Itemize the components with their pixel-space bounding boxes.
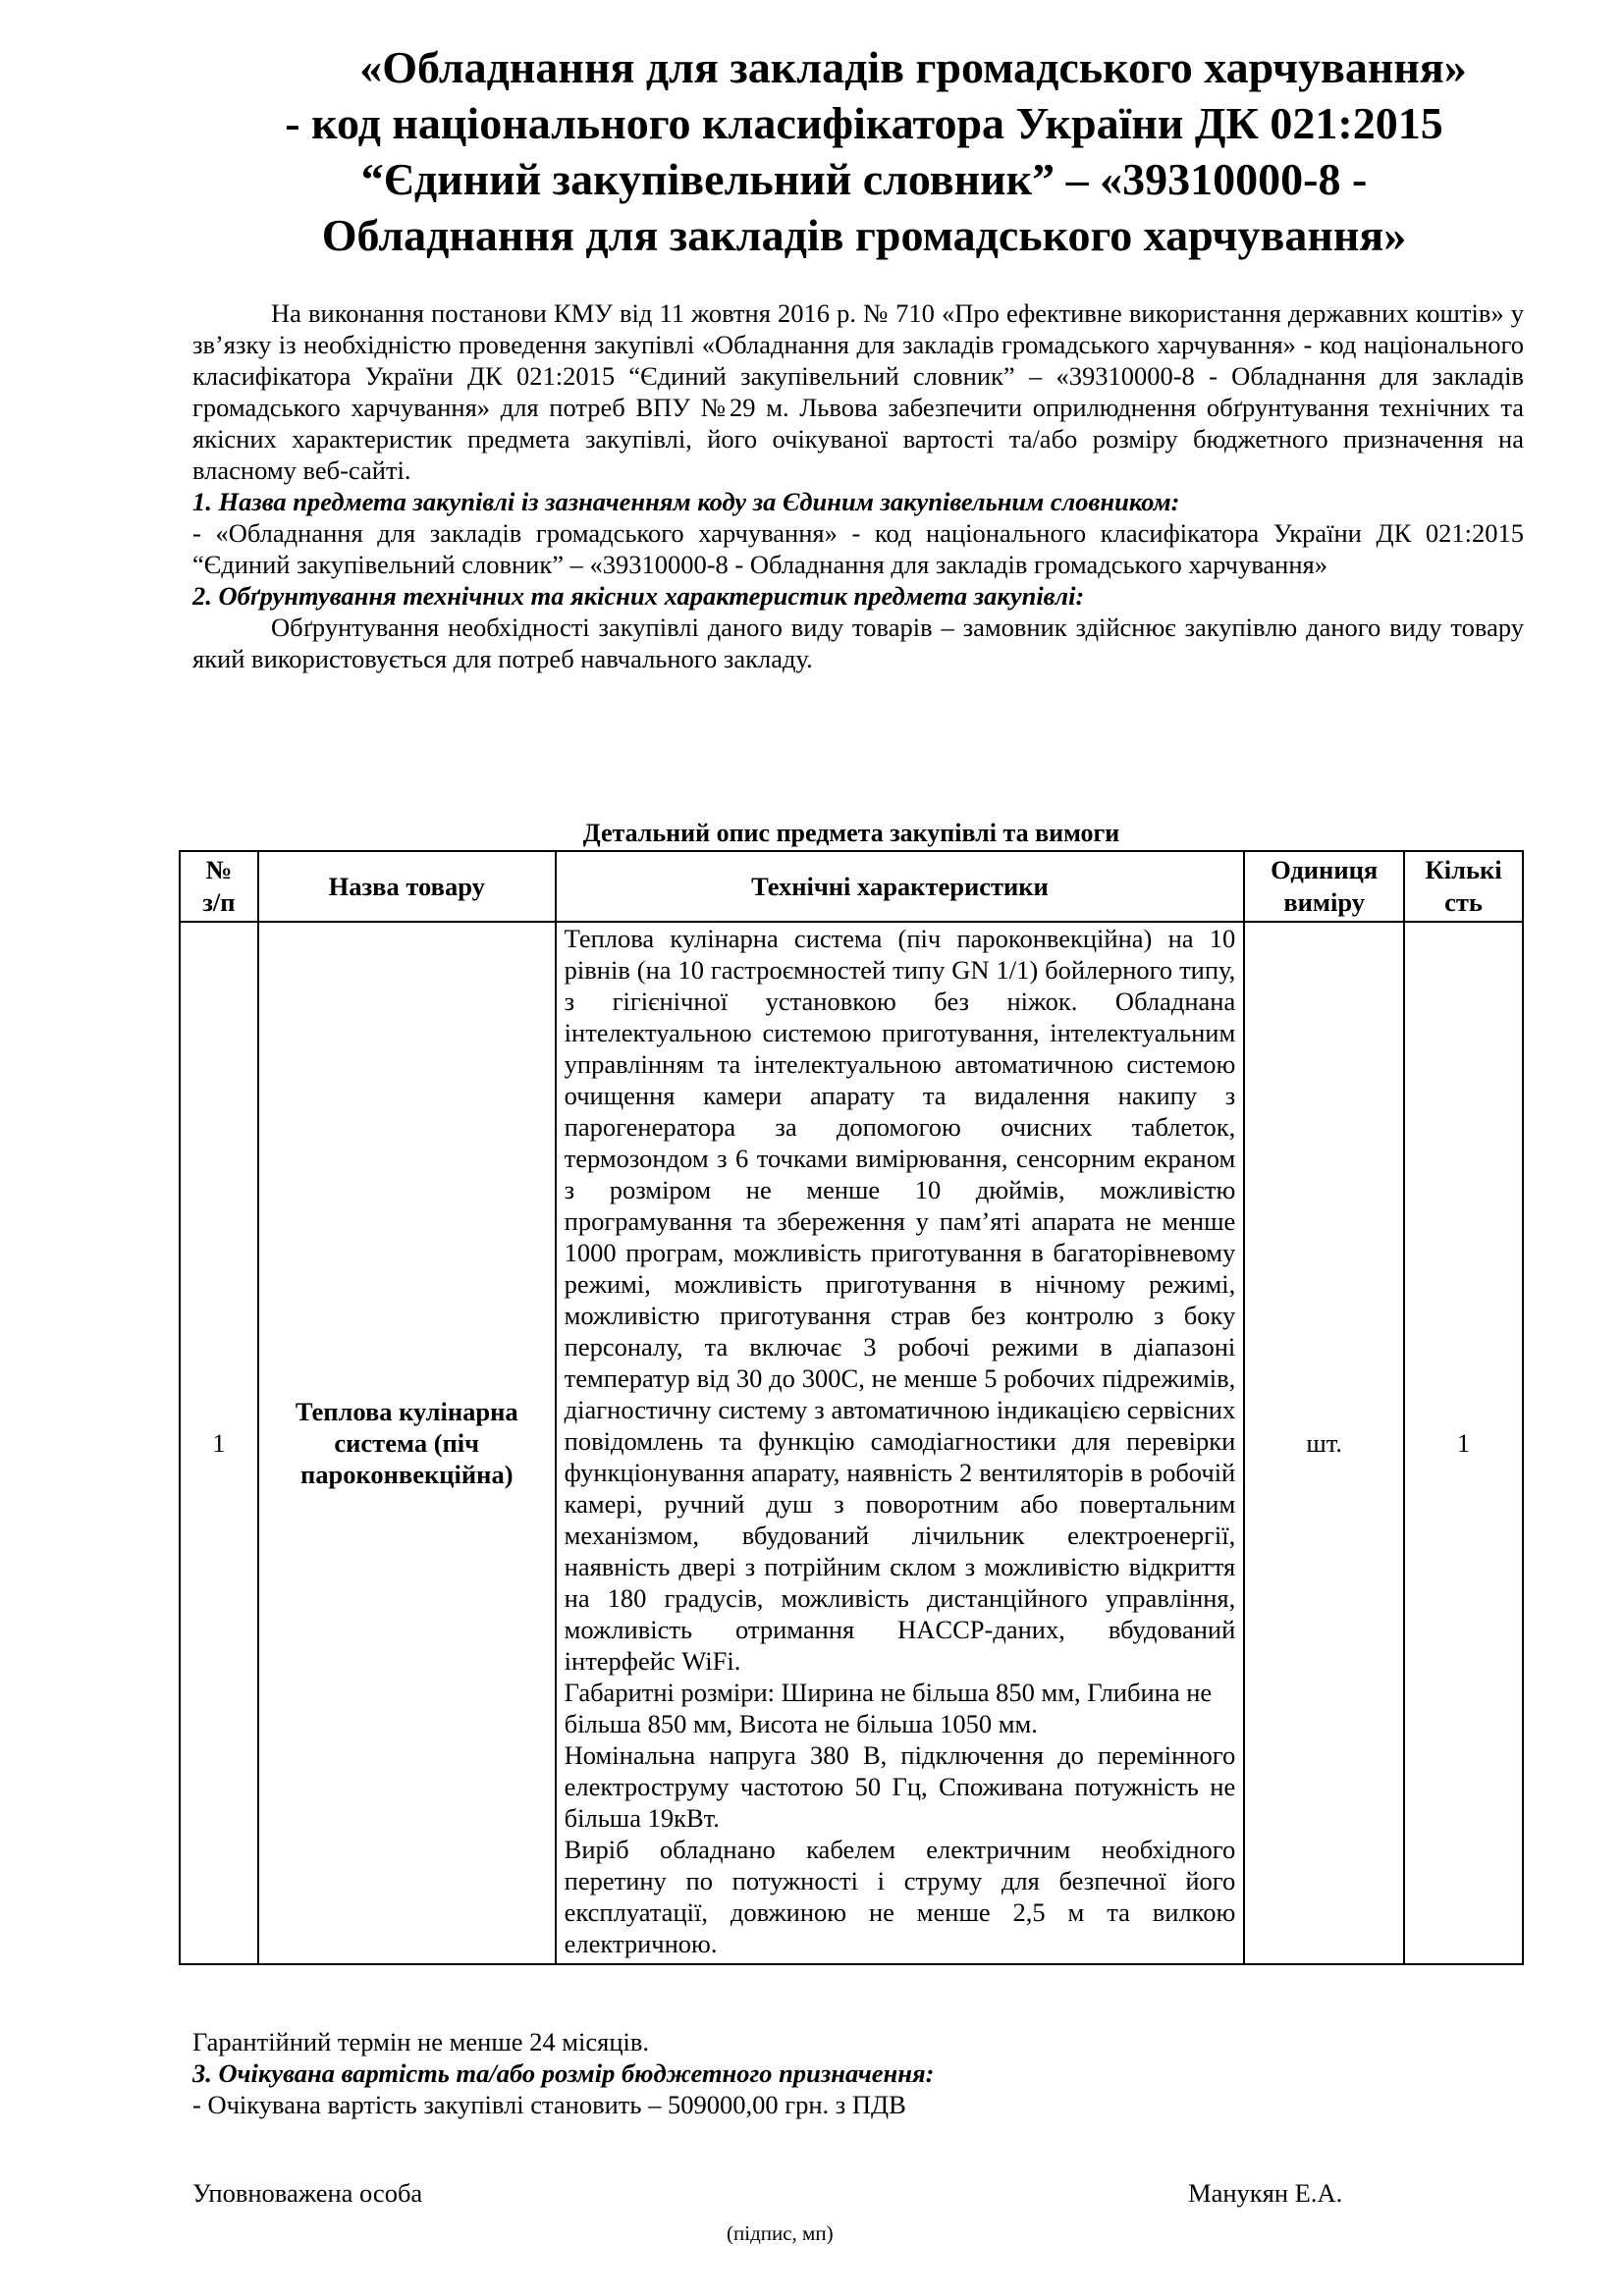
title-line-4: Обладнання для закладів громадського харчування»	[321, 210, 1407, 260]
spec-table	[179, 850, 1524, 1965]
header-num: № з/п	[180, 851, 258, 922]
spec-description: Теплова кулінарна система (піч пароконвекційна) на 10 рівнів (на 10 гастроємностей типу GN 1/1) бойлерного типу, з гігієнічної установкою без ніжок. Обладнана інтелектуальною системою приготування, інтелектуальним управлінням та інтелектуальною автоматичною системою очищення камери апарату та видалення накипу з парогенератора за допомогою очисних таблеток, термозондом з 6 точками вимірювання, сенсорним екраном з розміром не менше 10 дюймів, можливістю програмування та збереження у пам’яті апарата не менше 1000 програм, можливість приготування в багаторівневому режимі, можливість приготування в нічному режимі, можливістю приготування страв без контролю з боку персоналу, та включає 3 робочі режими в діапазоні температур від 30 до 300С, не менше 5 робочих підрежимів, діагностичну систему з автоматичною індикацією сервісних повідомлень та функцію самодіагностики для перевірки функціонування апарату, наявність 2 вентиляторів в робочій камері, ручний душ з поворотним або повертальним механізмом, вбудований лічильник електроенергії, наявність двері з потрійним склом з можливістю відкриття на 180 градусів, можливість дистанційного управління, можливість отримання HACCP-даних, вбудований інтерфейс WiFi.	[564, 924, 1236, 1676]
spec-dimensions: Габаритні розміри: Ширина не більша 850 мм, Глибина не більша 850 мм, Висота не більша 1050 мм.	[564, 1678, 1213, 1738]
header-name: Назва товару	[258, 851, 556, 922]
section-2-heading: 2. Обґрунтування технічних та якісних характеристик предмета закупівлі:	[192, 581, 1085, 611]
title-line-3: “Єдиний закупівельний словник” – «39310000-8 -	[360, 154, 1368, 204]
warranty-text: Гарантійний термін не менше 24 місяців.	[192, 2027, 650, 2056]
cell-name: Теплова кулінарна система (піч пароконвекційна)	[258, 922, 556, 1964]
signature-role: Уповноважена особа	[192, 2178, 423, 2208]
cell-specs	[556, 922, 1245, 1964]
title-line-2: - код національного класифікатора України ДК 021:2015	[285, 98, 1443, 148]
section-3-text: - Очікувана вартість закупівлі становить – 509000,00 грн. з ПДВ	[192, 2090, 906, 2119]
table-header-row	[180, 851, 1523, 922]
cell-qty: 1	[1404, 922, 1523, 1964]
header-qty: Кількі сть	[1404, 851, 1523, 922]
spec-cable: Виріб обладнано кабелем електричним необхідного перетину по потужності і струму для безпечної його експлуатації, довжиною не менше 2,5 м та вилкою електричною.	[564, 1835, 1236, 1958]
section-1-heading: 1. Назва предмета закупівлі із зазначенням коду за Єдиним закупівельним словником:	[192, 487, 1180, 516]
cell-num: 1	[180, 922, 258, 1964]
header-specs: Технічні характеристики	[556, 851, 1245, 922]
closing-block	[192, 2026, 1524, 2120]
signature-name: Манукян Е.А.	[1188, 2178, 1343, 2208]
intro-paragraph: На виконання постанови КМУ від 11 жовтня 2016 р. № 710 «Про ефективне використання державних коштів» у зв’язку із необхідністю проведення закупівлі «Обладнання для закладів громадського харчування» - код національного класифікатора України ДК 021:2015 “Єдиний закупівельний словник” – «39310000-8 - Обладнання для закладів громадського харчування» для потреб ВПУ №29 м. Львова забезпечити оприлюднення обґрунтування технічних та якісних характеристик предмета закупівлі, його очікуваної вартості та/або розміру бюджетного призначення на власному веб-сайті.	[192, 298, 1524, 485]
spec-power: Номінальна напруга 380 В, підключення до перемінного електроструму частотою 50 Гц, Споживана потужність не більша 19кВт.	[564, 1740, 1236, 1833]
header-unit: Одиниця виміру	[1244, 851, 1404, 922]
section-2-text: Обґрунтування необхідності закупівлі даного виду товарів – замовник здійснює закупівлю даного виду товару який використовується для потреб навчального закладу.	[192, 613, 1524, 673]
table-caption: Детальний опис предмета закупівлі та вимоги	[582, 819, 1120, 847]
signature-note: (підпис, мп)	[727, 2221, 834, 2245]
title-line-1: «Обладнання для закладів громадського харчування»	[359, 42, 1467, 92]
table-row	[180, 922, 1523, 1964]
section-1-text: - «Обладнання для закладів громадського харчування» - код національного класифікатора України ДК 021:2015 “Єдиний закупівельний словник” – «39310000-8 - Обладнання для закладів громадського харчування»	[192, 518, 1524, 579]
cell-unit: шт.	[1244, 922, 1404, 1964]
document-title	[177, 39, 1551, 263]
section-3-heading: 3. Очікувана вартість та/або розмір бюджетного призначення:	[192, 2058, 935, 2088]
document-body	[192, 297, 1524, 674]
